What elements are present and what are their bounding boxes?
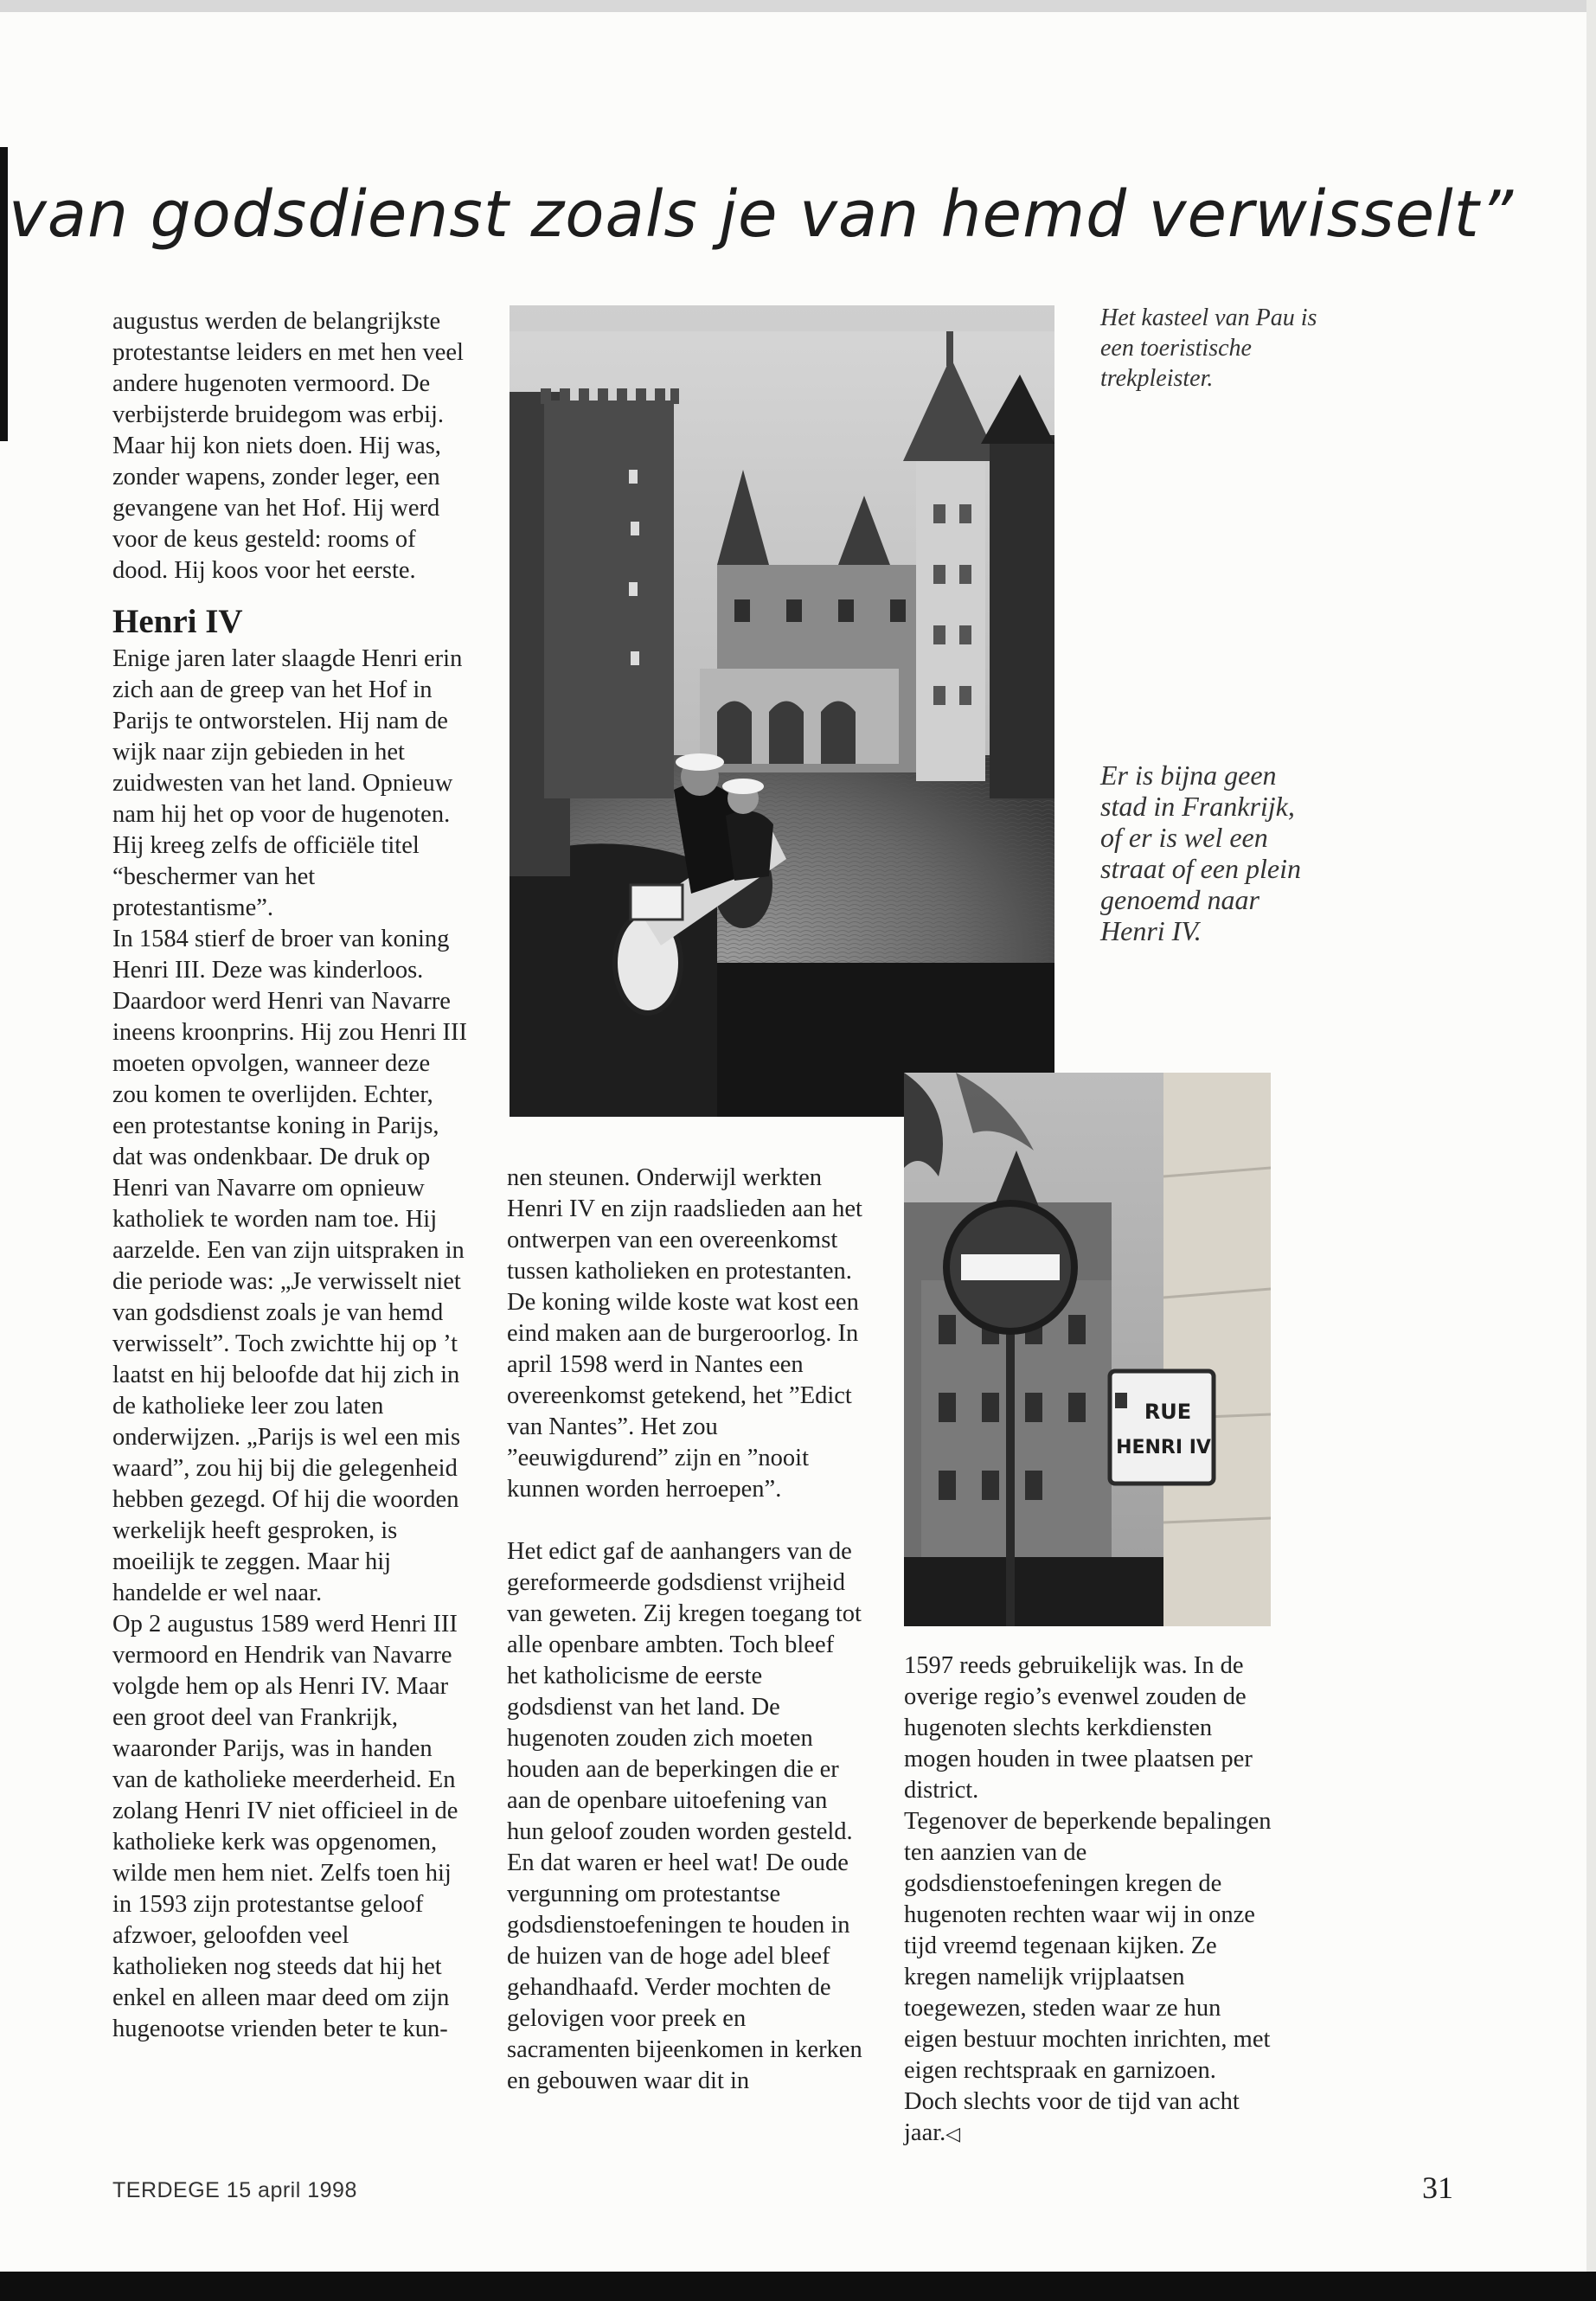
publication-footer: TERDEGE 15 april 1998 [112,2178,357,2202]
rue-henri-iv-photo [904,1073,1271,1626]
column1-paragraph-2: Enige jaren later slaagde Henri erin zich aan de greep van het Hof in Parijs te ontworstelen. Hij nam de wijk naar zijn gebieden in het zuidwesten van het land. Opnieuw nam hij het op voor de hugenoten. Hij kreeg zelfs de officiële titel “beschermer van het protestantisme”. [112,645,463,921]
end-mark-icon: ◁ [945,2123,961,2144]
column1-paragraph-4: Op 2 augustus 1589 werd Henri III vermoord en Hendrik van Navarre volgde hem op als Henri IV. Maar een groot deel van Frankrijk, waaronder Parijs, was in handen van de katholieke meerderheid. En zolang Henri IV niet officieel in de katholieke kerk was opgenomen, wilde men hem niet. Zelfs toen hij in 1593 zijn protestantse geloof afzwoer, geloofden veel katholieken nog steeds dat hij het enkel en alleen maar deed om zijn hugenootse vrienden beter te kun- [112,1611,458,2042]
scan-edge-top [0,0,1596,12]
headline: van godsdienst zoals je van hemd verwisselt” [9,177,1515,252]
castle-pau-photo [510,305,1054,1117]
scan-edge-right [1586,0,1596,2272]
castle-photo-illustration [510,305,1054,1117]
street-name-sign [1110,1371,1214,1484]
section-heading: Henri IV [112,603,243,640]
column3-paragraph-2-text: Tegenover de beperkende bepalingen ten aanzien van de godsdienstoefeningen kregen de hugenoten rechten waar wij in onze tijd vreemd tegenaan kijken. Ze kregen namelijk vrijplaatsen toegewezen, steden waar ze hun eigen bestuur mochten inrichten, met eigen rechtspraak en garnizoen. Doch slechts voor de tijd van acht jaar. [904,1808,1272,2146]
sign-text-rue: RUE [1144,1400,1192,1424]
photo-caption-castle: Het kasteel van Pau is een toeristische trekpleister. [1100,304,1317,392]
column1-paragraph-1: augustus werden de belangrijkste protestantse leiders en met hen veel andere hugenoten vermoord. De verbijsterde bruidegom was erbij. Maar hij kon niets doen. Hij was, zonder wapens, zonder leger, een gevangene van het Hof. Hij werd voor de keus gesteld: rooms of dood. Hij koos voor het eerste. [112,308,464,584]
column1-paragraph-3: In 1584 stierf de broer van koning Henri III. Deze was kinderloos. Daardoor werd Henri van Navarre ineens kroonprins. Hij zou Henri III moeten opvolgen, wanneer deze zou komen te overlijden. Echter, een protestantse koning in Parijs, dat was ondenkbaar. De druk op Henri van Navarre om opnieuw katholiek te worden nam toe. Hij aarzelde. Een van zijn uitspraken in die periode was: „Je verwisselt niet van godsdienst zoals je van hemd verwisselt”. Toch zwichtte hij op ’t laatst en hij beloofde dat hij zich in de katholieke leer zou laten onderwijzen. „Parijs is wel een mis waard”, zou hij bij die gelegenheid hebben gezegd. Of hij die woorden werkelijk heeft gesproken, is moeilijk te zeggen. Maar hij handelde er wel naar. [112,926,467,1606]
column2-paragraph-1: nen steunen. Onderwijl werkten Henri IV en zijn raadslieden aan het ontwerpen van een overeenkomst tussen katholieken en protestanten. De koning wilde koste wat kost een eind maken aan de burgeroorlog. In april 1598 werd in Nantes een overeenkomst getekend, het ”Edict van Nantes”. Het zou ”eeuwigdurend” zijn en ”nooit kunnen worden herroepen”. [507,1164,862,1503]
sign-text-henri-iv: HENRI IV [1116,1437,1211,1458]
page-number: 31 [1422,2170,1453,2205]
scan-edge-bottom [0,2272,1596,2301]
no-entry-sign-icon [943,1200,1078,1335]
text-column-3 [904,1650,1272,2150]
text-column-2 [507,1163,870,2097]
column3-paragraph-2 [904,1806,1272,2150]
text-column-1 [112,306,469,2045]
column3-paragraph-1: 1597 reeds gebruikelijk was. In de overige regio’s evenwel zouden de hugenoten slechts kerkdiensten mogen houden in twee plaatsen per district. [904,1652,1253,1804]
column2-paragraph-2: Het edict gaf de aanhangers van de gereformeerde godsdienst vrijheid van geweten. Zij kregen toegang tot alle openbare ambten. Toch bleef het katholicisme de eerste godsdienst van het land. De hugenoten zouden zich moeten houden aan de beperkingen die er aan de openbare uitoefening van hun geloof zouden worden gesteld. En dat waren er heel wat! De oude vergunning om protestantse godsdienstoefeningen te houden in de huizen van de hoge adel bleef gehandhaafd. Verder mochten de gelovigen voor preek en sacramenten bijeenkomen in kerken en gebouwen waar dit in [507,1538,862,2094]
scan-edge-left [0,147,8,441]
street-sign-photo-illustration [904,1073,1271,1626]
pull-quote: Er is bijna geen stad in Frankrijk, of er is wel een straat of een plein genoemd naar Henri IV. [1100,760,1301,946]
